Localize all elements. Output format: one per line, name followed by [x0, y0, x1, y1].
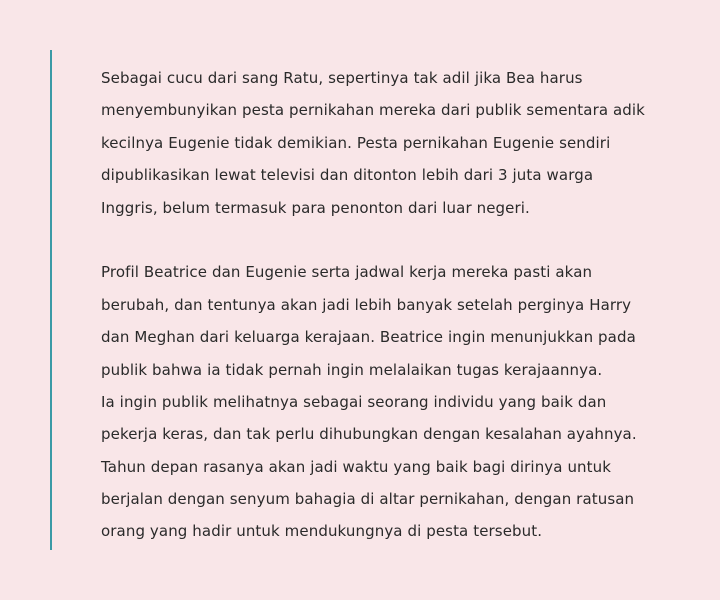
- paragraph-1: [101, 62, 691, 224]
- text-line: Tahun depan rasanya akan jadi waktu yang baik bagi dirinya untuk: [101, 457, 612, 476]
- text-line: Profil Beatrice dan Eugenie serta jadwal kerja mereka pasti akan: [101, 263, 593, 282]
- article-body: [101, 62, 691, 548]
- paragraph-2: [101, 256, 691, 548]
- text-line: berjalan dengan senyum bahagia di altar pernikahan, dengan ratusan: [101, 490, 635, 509]
- text-line: berubah, dan tentunya akan jadi lebih banyak setelah perginya Harry: [101, 295, 632, 314]
- text-line: dipublikasikan lewat televisi dan ditonton lebih dari 3 juta warga: [101, 166, 594, 185]
- text-line: Ia ingin publik melihatnya sebagai seorang individu yang baik dan: [101, 392, 607, 411]
- text-line: Inggris, belum termasuk para penonton dari luar negeri.: [101, 198, 530, 217]
- text-line: Sebagai cucu dari sang Ratu, sepertinya tak adil jika Bea harus: [101, 69, 583, 87]
- text-line: menyembunyikan pesta pernikahan mereka dari publik sementara adik: [101, 101, 645, 120]
- text-line: pekerja keras, dan tak perlu dihubungkan dengan kesalahan ayahnya.: [101, 425, 637, 444]
- text-line: kecilnya Eugenie tidak demikian. Pesta pernikahan Eugenie sendiri: [101, 133, 611, 152]
- text-line: dan Meghan dari keluarga kerajaan. Beatrice ingin menunjukkan pada: [101, 328, 636, 347]
- accent-rule: [50, 50, 52, 550]
- text-line: publik bahwa ia tidak pernah ingin melalaikan tugas kerajaannya.: [101, 360, 603, 379]
- text-line: orang yang hadir untuk mendukungnya di pesta tersebut.: [101, 522, 543, 541]
